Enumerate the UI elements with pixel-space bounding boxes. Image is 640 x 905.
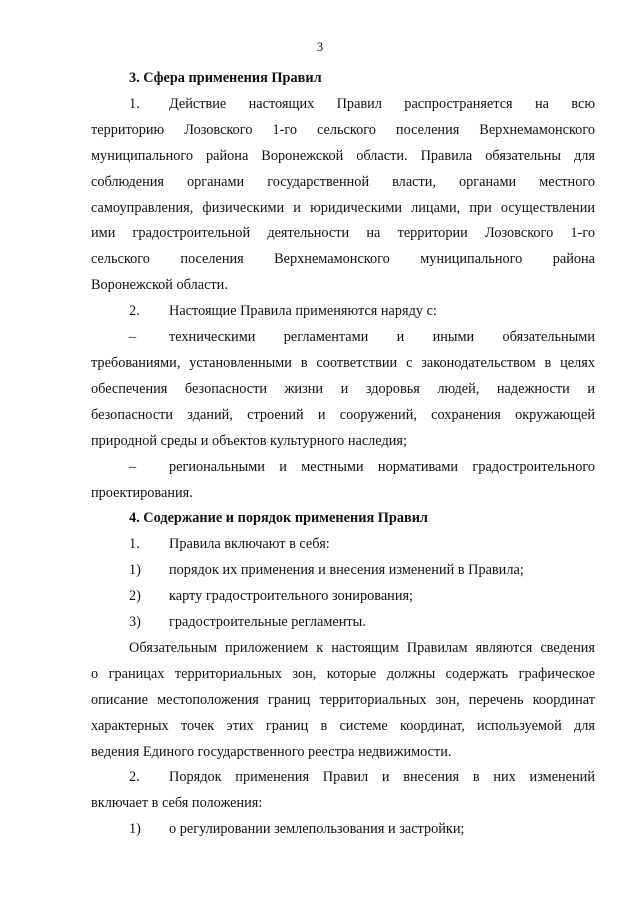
dash-marker: –	[129, 458, 137, 475]
paragraph-line: ими градостроительной деятельности на территории Лозовского 1-го	[91, 225, 595, 242]
paragraph-line: Порядок применения Правил и внесения в них изменений	[169, 769, 595, 786]
list-item	[91, 584, 595, 610]
section-3-paragraph-2	[91, 299, 595, 325]
list-item-text: о регулировании землепользования и застройки;	[169, 821, 465, 838]
section-3-paragraph-1	[91, 92, 595, 299]
paragraph-marker: 2.	[129, 303, 140, 320]
list-item-text: порядок их применения и внесения изменений в Правила;	[169, 562, 524, 579]
paragraph-text: Правила включают в себя:	[169, 536, 330, 553]
list-item-text: карту градостроительного зонирования;	[169, 588, 414, 605]
paragraph-marker: 1.	[129, 536, 140, 553]
section-4-paragraph-1	[91, 532, 595, 558]
list-marker: 1)	[129, 821, 141, 838]
section-4-annex-paragraph	[91, 636, 595, 766]
paragraph-line: соблюдения органами государственной власти, органами местного	[91, 173, 595, 190]
paragraph-line: самоуправления, физическими и юридическими лицами, при осуществлении	[91, 199, 595, 216]
paragraph-line: региональными и местными нормативами градостроительного	[169, 458, 595, 475]
paragraph-line: включает в себя положения:	[91, 795, 263, 812]
section-4-paragraph-2	[91, 765, 595, 817]
paragraph-line: муниципального района Воронежской области. Правила обязательны для	[91, 147, 595, 164]
paragraph-line: ведения Единого государственного реестра недвижимости.	[91, 743, 452, 760]
paragraph-line: описание местоположения границ территориальных зон, перечень координат	[91, 691, 595, 708]
paragraph-marker: 2.	[129, 769, 140, 786]
paragraph-line: обеспечения безопасности жизни и здоровья людей, надежности и	[91, 380, 595, 397]
paragraph-line: безопасности зданий, строений и сооружений, сохранения окружающей	[91, 406, 595, 423]
paragraph-line: Обязательным приложением к настоящим Правилам являются сведения	[129, 639, 595, 656]
list-marker: 2)	[129, 588, 141, 605]
page-number: 3	[316, 40, 324, 54]
paragraph-line: характерных точек этих границ в системе координат, используемой для	[91, 717, 595, 734]
paragraph-line: сельского поселения Верхнемамонского муниципального района	[91, 251, 595, 268]
section-4-heading: 4. Содержание и порядок применения Правил	[129, 510, 428, 527]
dash-marker: –	[129, 329, 137, 346]
paragraph-line: проектирования.	[91, 484, 193, 501]
paragraph-line: о границах территориальных зон, которые должны содержать графическое	[91, 665, 595, 682]
paragraph-line: территорию Лозовского 1-го сельского поселения Верхнемамонского	[91, 121, 595, 138]
paragraph-line: природной среды и объектов культурного наследия;	[91, 432, 407, 449]
paragraph-marker: 1.	[129, 95, 140, 112]
list-item	[91, 558, 595, 584]
list-item	[91, 610, 595, 636]
section-3-heading: 3. Сфера применения Правил	[129, 70, 322, 86]
list-marker: 3)	[129, 614, 141, 631]
page-content	[91, 66, 595, 843]
paragraph-text: Настоящие Правила применяются наряду с:	[169, 303, 437, 320]
list-item-text: градостроительные регламенты.	[169, 614, 366, 631]
section-3-dash-item-1	[91, 325, 595, 455]
paragraph-line: требованиями, установленными в соответствии с законодательством в целях	[91, 354, 595, 371]
list-marker: 1)	[129, 562, 141, 579]
paragraph-line: Действие настоящих Правил распространяется на всю	[169, 95, 595, 112]
paragraph-line: Воронежской области.	[91, 277, 228, 294]
list-item	[91, 817, 595, 843]
paragraph-line: техническими регламентами и иными обязательными	[169, 329, 595, 346]
section-3-dash-item-2	[91, 455, 595, 507]
